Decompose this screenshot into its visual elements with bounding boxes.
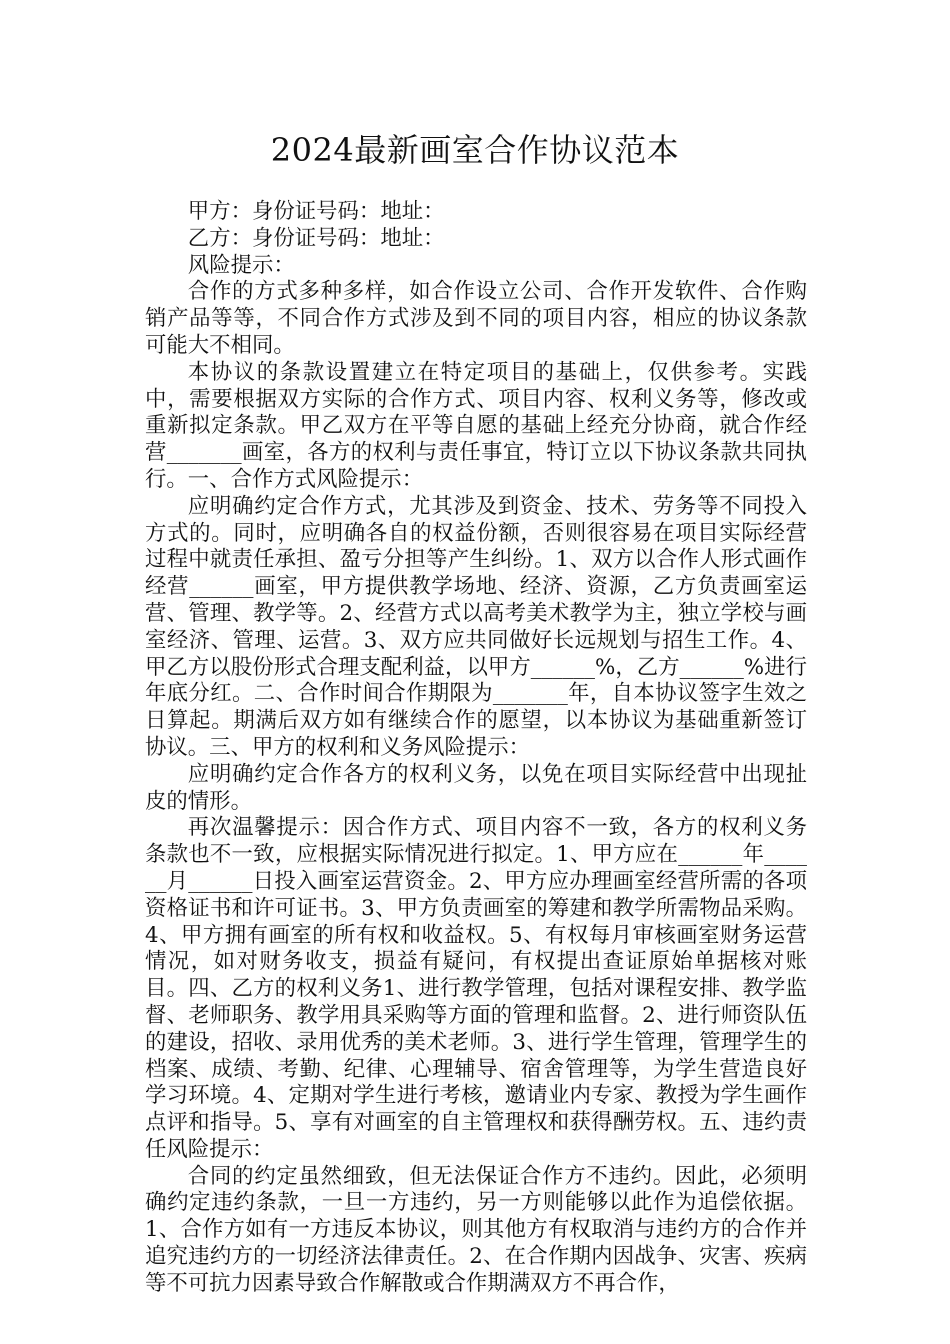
party-b-line: 乙方：身份证号码：地址： [187, 225, 445, 251]
party-a-line: 甲方：身份证号码：地址： [187, 199, 445, 224]
paragraph-cooperation-method: 应明确约定合作方式，尤其涉及到资金、技术、劳务等不同投入方式的。同时，应明确各自的权益份额，否则很容易在项目实际经营过程中就责任承担、盈亏分担等产生纠纷。1、双方以合作人形式画作经营______画室，甲方提供教学场地、经济、资源，乙方负责画室运营、管理、教学等。2、经营方式以高考美术教学为主，独立学校与画室经济、管理、运营。3、双方应共同做好长远规划与招生工作。4、甲乙方以股份形式合理支配利益，以甲方______%，乙方______%进行年底分红。二、合作时间合作期限为_______年，自本协议签字生效之日算起。期满后双方如有继续合作的愿望，以本协议为基础重新签订协议。三、甲方的权利和义务风险提示： [145, 493, 807, 760]
paragraph-cooperation-types: 合作的方式多种多样，如合作设立公司、合作开发软件、合作购销产品等等，不同合作方式涉及到不同的项目内容，相应的协议条款可能大不相同。 [145, 279, 807, 358]
document-body [145, 199, 807, 1298]
paragraph-breach-liability: 合同的约定虽然细致，但无法保证合作方不违约。因此，必须明确约定违约条款，一旦一方违约，另一方则能够以此作为追偿依据。1、合作方如有一方违反本协议，则其他方有权取消与违约方的合作并追究违约方的一切经济法律责任。2、在合作期内因战争、灾害、疾病等不可抗力因素导致合作解散或合作期满双方不再合作， [145, 1163, 807, 1296]
risk-notice-heading: 风险提示： [187, 252, 295, 278]
paragraph-rights-duties-note: 应明确约定合作各方的权利义务，以免在项目实际经营中出现扯皮的情形。 [145, 761, 807, 814]
paragraph-party-rights: 再次温馨提示：因合作方式、项目内容不一致，各方的权利义务条款也不一致，应根据实际情况进行拟定。1、甲方应在______年______月______日投入画室运营资金。2、甲方应办理画室经营所需的各项资格证书和许可证书。3、甲方负责画室的筹建和教学所需物品采购。4、甲方拥有画室的所有权和收益权。5、有权每月审核画室财务运营情况，如对财务收支，损益有疑问，有权提出查证原始单据核对账目。四、乙方的权利义务1、进行教学管理，包括对课程安排、教学监督、老师职务、教学用具采购等方面的管理和监督。2、进行师资队伍的建设，招收、录用优秀的美术老师。3、进行学生管理，管理学生的档案、成绩、考勤、纪律、心理辅导、宿舍管理等，为学生营造良好学习环境。4、定期对学生进行考核，邀请业内专家、教授为学生画作点评和指导。5、享有对画室的自主管理权和获得酬劳权。五、违约责任风险提示： [145, 815, 807, 1162]
paragraph-agreement-basis: 本协议的条款设置建立在特定项目的基础上，仅供参考。实践中，需要根据双方实际的合作方式、项目内容、权利义务等，修改或重新拟定条款。甲乙双方在平等自愿的基础上经充分协商，就合作经营_______画室，各方的权利与责任事宜，特订立以下协议条款共同执行。一、合作方式风险提示： [145, 359, 807, 492]
document-title: 2024最新画室合作协议范本 [270, 131, 680, 169]
